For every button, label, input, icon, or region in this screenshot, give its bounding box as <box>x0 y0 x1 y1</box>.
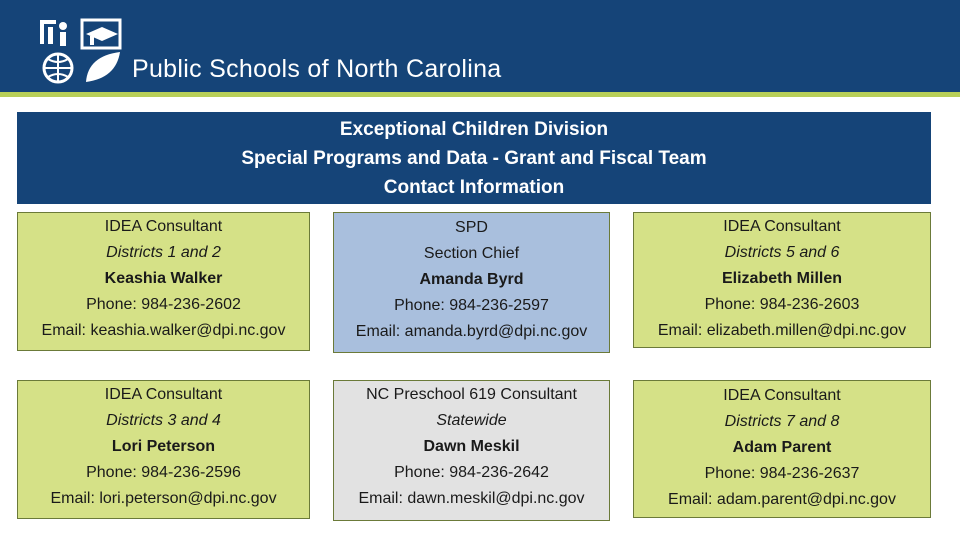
contact-role: NC Preschool 619 Consultant <box>366 386 577 403</box>
contact-email: Email: lori.peterson@dpi.nc.gov <box>50 490 277 507</box>
contact-area: Districts 7 and 8 <box>724 413 840 430</box>
contact-email: Email: keashia.walker@dpi.nc.gov <box>41 322 286 339</box>
contact-area: Districts 5 and 6 <box>724 244 840 261</box>
contact-name: Amanda Byrd <box>419 271 524 288</box>
contact-email: Email: dawn.meskil@dpi.nc.gov <box>358 490 585 507</box>
contact-email: Email: amanda.byrd@dpi.nc.gov <box>355 323 588 340</box>
contact-card-amanda-byrd <box>333 212 610 353</box>
nc-dpi-logo-icon <box>38 18 124 84</box>
title-line-2: Special Programs and Data - Grant and Fiscal Team <box>241 148 707 169</box>
contact-phone: Phone: 984-236-2603 <box>704 296 860 313</box>
contact-phone: Phone: 984-236-2637 <box>704 465 860 482</box>
contact-card-dawn-meskil <box>333 380 610 521</box>
contact-card-adam-parent <box>633 380 931 518</box>
contact-role: IDEA Consultant <box>723 387 841 404</box>
contact-name: Adam Parent <box>732 439 832 456</box>
contact-phone: Phone: 984-236-2602 <box>86 296 241 313</box>
contact-area: Statewide <box>436 412 507 429</box>
contact-role: IDEA Consultant <box>104 218 223 235</box>
contact-email: Email: adam.parent@dpi.nc.gov <box>668 491 896 508</box>
header-banner <box>0 0 960 92</box>
title-line-3: Contact Information <box>383 177 565 198</box>
contact-area: Section Chief <box>423 245 520 262</box>
title-line-1: Exceptional Children Division <box>339 119 609 140</box>
contact-area: Districts 3 and 4 <box>106 412 221 429</box>
contact-role: IDEA Consultant <box>723 218 841 235</box>
contact-email: Email: elizabeth.millen@dpi.nc.gov <box>657 322 907 339</box>
contact-phone: Phone: 984-236-2596 <box>86 464 241 481</box>
contact-name: Elizabeth Millen <box>721 270 842 287</box>
contact-name: Lori Peterson <box>111 438 216 455</box>
header-accent-line <box>0 92 960 97</box>
contact-phone: Phone: 984-236-2642 <box>394 464 549 481</box>
page-title <box>17 112 931 204</box>
contact-role: IDEA Consultant <box>104 386 223 403</box>
contact-card-lori-peterson <box>17 380 310 519</box>
contact-role: SPD <box>455 219 488 236</box>
contact-card-keashia-walker <box>17 212 310 351</box>
contact-name: Keashia Walker <box>104 270 223 287</box>
org-name: Public Schools of North Carolina <box>132 55 502 83</box>
contact-card-elizabeth-millen <box>633 212 931 348</box>
contact-area: Districts 1 and 2 <box>106 244 221 261</box>
contact-phone: Phone: 984-236-2597 <box>394 297 549 314</box>
contact-name: Dawn Meskil <box>423 438 520 455</box>
